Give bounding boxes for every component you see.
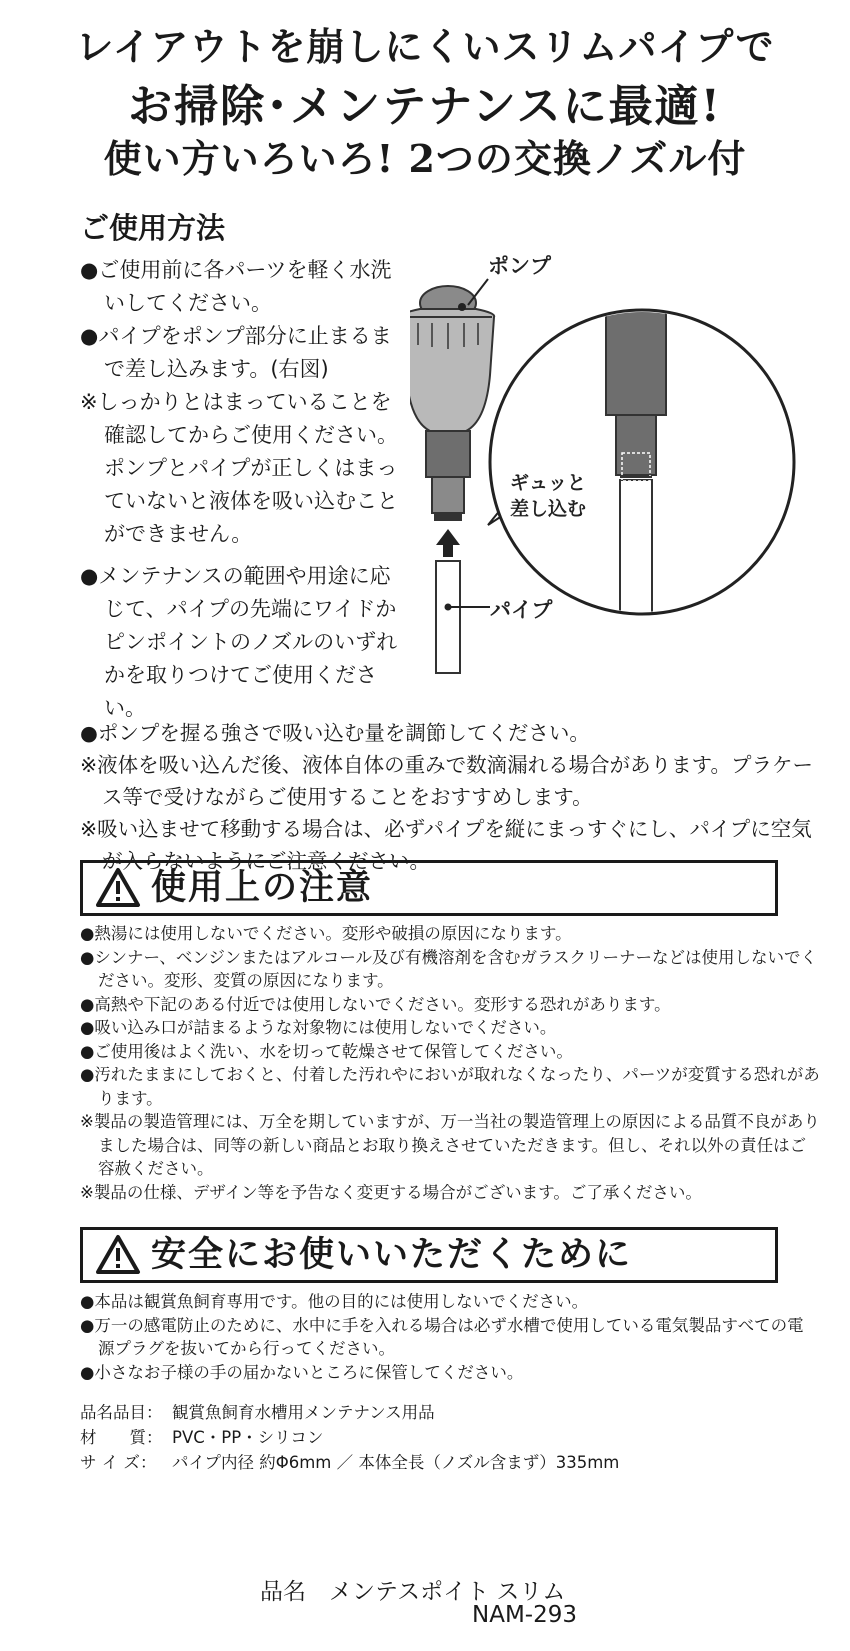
safety-header-box	[80, 1227, 778, 1283]
product-code: NAM-293	[472, 1602, 577, 1628]
spec-material-label: 材 質：	[80, 1428, 163, 1447]
usage-item: ●パイプをポンプ部分に止まるまで差し込みます。(右図)	[80, 324, 392, 381]
caution-item: ●熱湯には使用しないでください。変形や破損の原因になります。	[80, 924, 572, 943]
usage-note: ※しっかりとはまっていることを確認してからご使用ください。ポンプとパイプが正しくはまっていないと液体を吸い込むことができません。	[80, 390, 398, 546]
headline-line-3: 使い方いろいろ! 2つの交換ノズル付	[103, 136, 747, 181]
usage-list-top	[80, 254, 410, 551]
pump-label: ポンプ	[488, 254, 551, 278]
pump-pipe-diagram	[410, 225, 820, 675]
usage-section-title: ご使用方法	[80, 211, 226, 245]
insert-arrow-icon	[436, 529, 460, 557]
usage-list-mid	[80, 560, 410, 725]
usage-note: ※液体を吸い込んだ後、液体自体の重みで数滴漏れる場合があります。プラケース等で受けながらご使用することをおすすめします。	[80, 753, 814, 809]
caution-item: ●汚れたままにしておくと、付着した汚れやにおいが取れなくなったり、パーツが変質する恐れがあります。	[80, 1065, 820, 1108]
safety-list	[80, 1290, 820, 1384]
caution-item: ●吸い込み口が詰まるような対象物には使用しないでください。	[80, 1018, 557, 1037]
caution-header-box	[80, 860, 778, 916]
spec-size-label: サ イ ズ：	[80, 1453, 157, 1472]
usage-item: ●ポンプを握る強さで吸い込む量を調節してください。	[80, 721, 590, 745]
usage-list-bottom	[80, 717, 825, 877]
spec-material-value: PVC・PP・シリコン	[172, 1428, 324, 1447]
spec-size-value: パイプ内径 約Φ6mm ／ 本体全長（ノズル含まず）335mm	[172, 1453, 620, 1472]
product-name: 品名 メンテスポイト スリム	[260, 1579, 566, 1605]
safety-item: ●小さなお子様の手の届かないところに保管してください。	[80, 1362, 524, 1382]
pipe-illustration	[436, 561, 460, 673]
headline-line-1: レイアウトを崩しにくいスリムパイプで	[75, 24, 775, 69]
safety-item: ●本品は観賞魚飼育専用です。他の目的には使用しないでください。	[80, 1292, 589, 1311]
caution-item: ●高熱や下記のある付近では使用しないでください。変形する恐れがあります。	[80, 994, 671, 1014]
spec-size	[80, 1450, 619, 1475]
caution-title: 使用上の注意	[151, 868, 374, 908]
safety-title: 安全にお使いいただくために	[151, 1235, 633, 1275]
callout-text-line-1: ギュッと	[510, 472, 587, 494]
usage-item: ●メンテナンスの範囲や用途に応じて、パイプの先端にワイドかピンポイントのノズルのいずれかを取りつけてご使用ください。	[80, 564, 398, 720]
headline-line-2: お掃除･メンテナンスに最適!	[128, 81, 722, 132]
spec-material	[80, 1425, 323, 1450]
caution-note: ※製品の仕様、デザイン等を予告なく変更する場合がございます。ご了承ください。	[80, 1182, 702, 1202]
pipe-label: パイプ	[490, 598, 553, 622]
magnified-callout	[488, 305, 794, 630]
spec-category	[80, 1400, 435, 1425]
warning-icon	[95, 867, 141, 909]
usage-item: ●ご使用前に各パーツを軽く水洗いしてください。	[80, 258, 392, 315]
callout-text-line-2: 差し込む	[510, 498, 587, 520]
caution-item: ●シンナー、ベンジンまたはアルコール及び有機溶剤を含むガラスクリーナーなどは使用しないでください。変形、変質の原因になります。	[80, 947, 818, 990]
pump-illustration	[410, 286, 494, 521]
spec-category-value: 観賞魚飼育水槽用メンテナンス用品	[172, 1403, 435, 1422]
safety-item: ●万一の感電防止のために、水中に手を入れる場合は必ず水槽で使用している電気製品すべての電源プラグを抜いてから行ってください。	[80, 1315, 804, 1358]
warning-icon	[95, 1234, 141, 1276]
caution-note: ※製品の製造管理には、万全を期していますが、万一当社の製造管理上の原因による品質不良がありました場合は、同等の新しい商品とお取り換えさせていただきます。但し、それ以外の責任はご容赦ください。	[80, 1112, 820, 1178]
caution-item: ●ご使用後はよく洗い、水を切って乾燥させて保管してください。	[80, 1041, 573, 1061]
spec-category-label: 品名品目：	[80, 1403, 163, 1422]
caution-list	[80, 922, 820, 1204]
usage-note: ※吸い込ませて移動する場合は、必ずパイプを縦にまっすぐにし、パイプに空気が入らないようにご注意ください。	[80, 817, 812, 873]
